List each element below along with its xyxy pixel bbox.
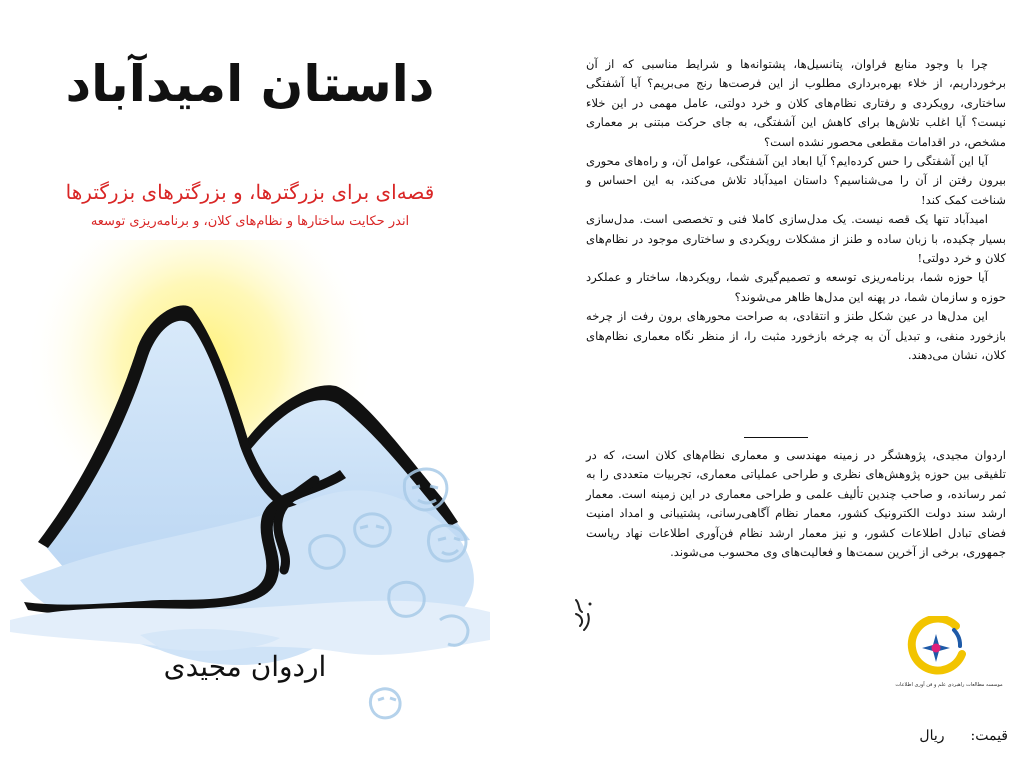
book-title: داستان امیدآباد	[65, 55, 435, 113]
blurb-paragraph: آیا حوزه شما، برنامه‌ریزی توسعه و تصمیم‌گیری شما، رویکردها، ساختار و عملکرد حوزه و سازمان شما، در پهنه این مدل‌ها ظاهر می‌شوند؟	[586, 270, 1006, 304]
back-cover	[512, 0, 1024, 768]
book-subtitle: قصه‌ای برای بزرگترها، و بزرگترهای بزرگترها	[65, 180, 435, 204]
price-currency: ریال	[919, 728, 945, 744]
author-bio-text: اردوان مجیدی، پژوهشگر در زمینه مهندسی و معماری نظام‌های کلان است، که در تلفیقی بین حوزه پژوهش‌های نظری و طراحی عملیاتی معماری، تجربیات متعددی را به ثمر رسانده، و صاحب چندین تألیف علمی و طراحی معماری در این زمینه است. معمار ارشد سند دولت الکترونیک کشور، معمار نظام آگاهی‌رسانی، پشتیبانی و امداد امنیت فضای تبادل اطلاعات کشور، و نیز معمار ارشد نظام فن‌آوری اطلاعات نهاد ریاست جمهوری، برخی از آخرین سمت‌ها و فعالیت‌های وی محسوب می‌شوند.	[586, 448, 1006, 560]
blurb-paragraph: امیدآباد تنها یک قصه نیست. یک مدل‌سازی کاملا فنی و تخصصی است. مدل‌سازی بسیار چکیده، با زبان ساده و طنز از مشکلات رویکردی و ساختاری موجود در نظام‌های کلان و خرد دولتی!	[586, 212, 1006, 266]
author-name: اردوان مجیدی	[163, 650, 327, 683]
blurb-paragraph: آیا این آشفتگی را حس کرده‌ایم؟ آیا ابعاد این آشفتگی، عوامل آن، و راه‌های محوری بیرون رفتن از آن را می‌شناسیم؟ داستان امیدآباد تلاش می‌کند، به این احساس و شناخت کمک کند!	[586, 154, 1006, 207]
publisher-logo-icon	[904, 616, 968, 680]
price-line	[912, 728, 1008, 744]
signature-icon	[570, 596, 596, 636]
back-cover-blurb	[586, 55, 1006, 366]
separator-line	[744, 437, 808, 438]
blurb-paragraph: این مدل‌ها در عین شکل طنز و انتقادی، به صراحت محورهای برون رفت از چرخه بازخورد منفی، و تبدیل آن به چرخه بازخورد مثبت را، از منظر نگاه معماری نظام‌های کلان، نشان می‌دهند.	[586, 309, 1006, 363]
book-subsubtitle: اندر حکایت ساختارها و نظام‌های کلان، و برنامه‌ریزی توسعه	[90, 214, 410, 229]
blurb-paragraph: چرا با وجود منابع فراوان، پتانسیل‌ها، پشتوانه‌ها و شرایط مناسبی که از آن برخورداریم، از خلاء بهره‌برداری مطلوب از این فرصت‌ها رنج می‌بریم؟ آیا آشفتگی ساختاری، رویکردی و رفتاری نظام‌های کلان و خرد دولتی، عامل مهمی در این خلاء نیست؟ آیا اغلب تلاش‌ها برای کاهش این آشفتگی، به جای حرکت مبتنی بر معماری مشخص، در اقدامات مقطعی محصور نشده است؟	[586, 57, 1006, 149]
publisher-caption: موسسه مطالعات راهبردی علم و فن آوری اطلاعات	[895, 682, 1003, 688]
price-label: قیمت:	[970, 728, 1008, 744]
author-bio	[586, 446, 1006, 562]
